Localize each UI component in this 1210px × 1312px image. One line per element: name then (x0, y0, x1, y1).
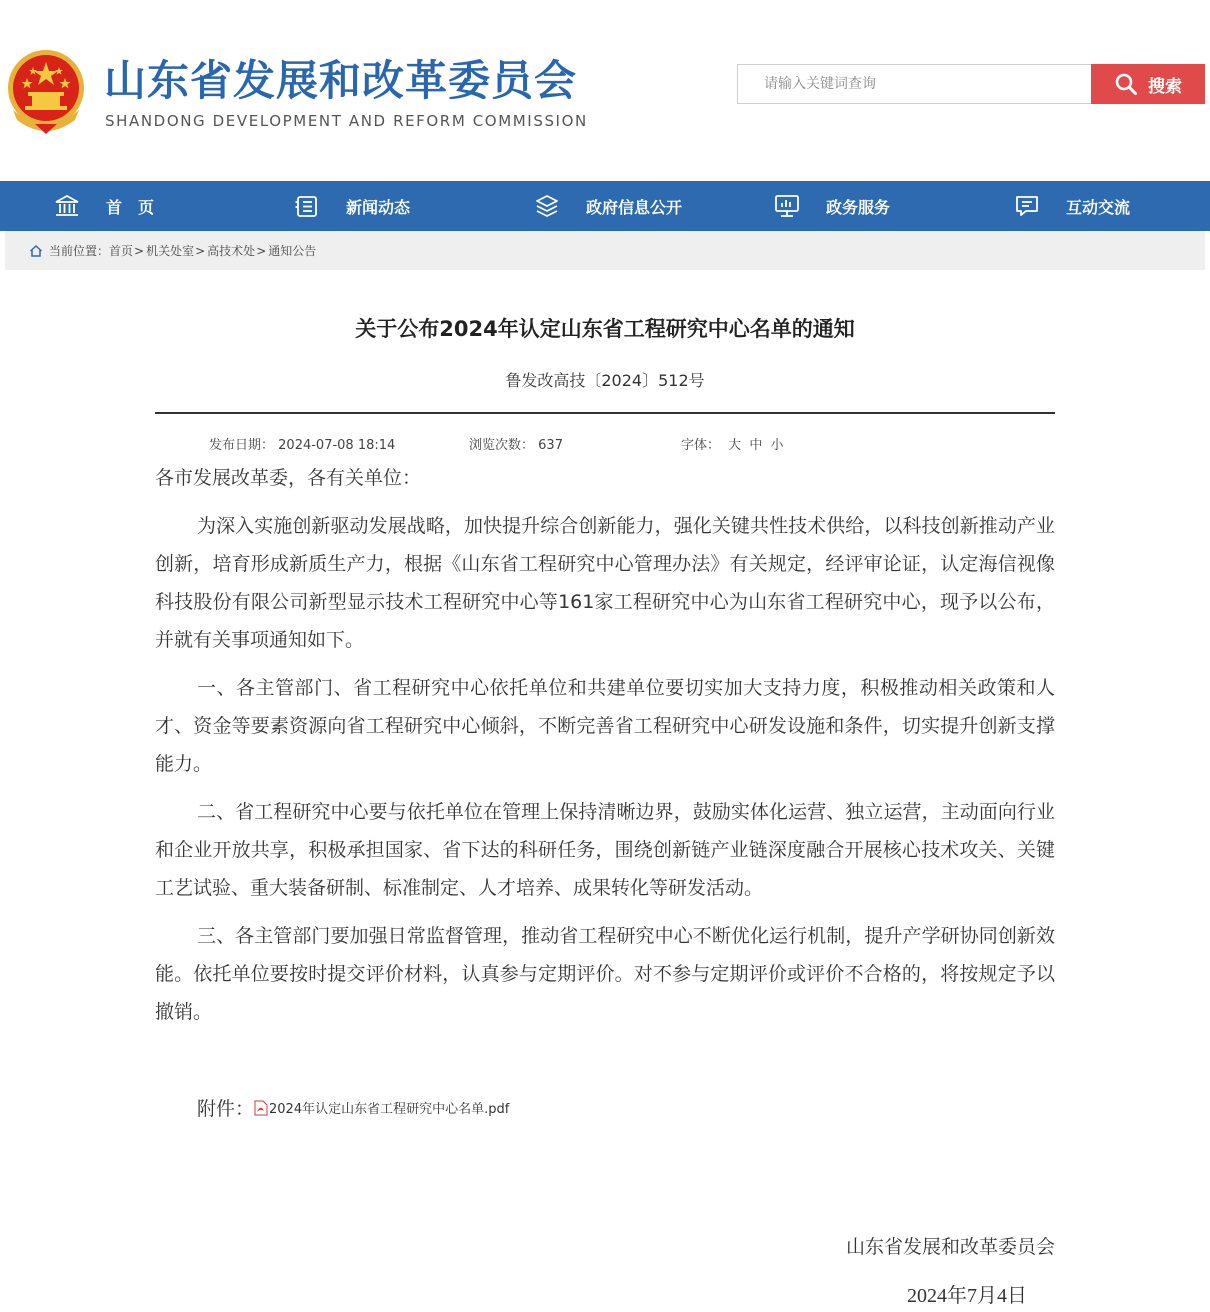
view-count-value: 637 (538, 438, 563, 453)
attachment-filename: 2024年认定山东省工程研究中心名单.pdf (269, 1102, 510, 1117)
site-subtitle: SHANDONG DEVELOPMENT AND REFORM COMMISSION (105, 112, 588, 130)
title-divider (155, 412, 1055, 414)
publish-date-value: 2024-07-08 18:14 (278, 438, 396, 453)
attachment-label: 附件： (197, 1098, 255, 1120)
site-title: 山东省发展和改革委员会 (104, 56, 578, 105)
view-count-label: 浏览次数： (469, 438, 535, 453)
home-icon (29, 244, 43, 258)
nav-label-services: 政务服务 (826, 197, 891, 217)
search-button[interactable] (1091, 64, 1205, 104)
publish-date-label: 发布日期： (209, 438, 275, 453)
breadcrumb: 当前位置： 首页 > 机关处室 > 高技术处 > 通知公告 (5, 231, 1205, 270)
publish-date-meta (209, 434, 395, 453)
breadcrumb-prefix: 当前位置： (49, 244, 110, 258)
attachment-link[interactable] (254, 1098, 509, 1117)
paragraph-item-1: 一、各主管部门、省工程研究中心依托单位和共建单位要切实加大支持力度，积极推动相关政策和人才、资金等要素资源向省工程研究中心倾斜，不断完善省工程研究中心研发设施和条件，切实提升创新支撑能力。 (155, 677, 1055, 775)
breadcrumb-link-hightech[interactable]: 高技术处 (207, 244, 256, 258)
search-input[interactable] (738, 65, 1091, 103)
home-building-icon (54, 193, 80, 219)
font-size-medium[interactable]: 中 (749, 438, 763, 453)
signature-date: 2024年7月4日 (907, 1285, 1027, 1307)
pdf-file-icon (254, 1100, 268, 1116)
search-icon (1114, 72, 1138, 96)
nav-label-news: 新闻动态 (346, 197, 411, 217)
nav-item-interaction[interactable] (1014, 181, 1130, 231)
paragraph-item-2: 二、省工程研究中心要与依托单位在管理上保持清晰边界，鼓励实体化运营、独立运营，主动面向行业和企业开放共享，积极承担国家、省下达的科研任务，围绕创新链产业链深度融合开展核心技术攻关、关键工艺试验、重大装备研制、标准制定、人才培养、成果转化等研发活动。 (155, 801, 1055, 899)
search-button-label: 搜索 (1148, 76, 1182, 97)
national-emblem-logo[interactable] (5, 48, 87, 136)
search-box (737, 64, 1091, 104)
nav-label-interaction: 互动交流 (1066, 197, 1131, 217)
attachment-row (197, 1094, 509, 1121)
font-size-label: 字体： (681, 438, 721, 453)
nav-item-gov-info[interactable] (534, 181, 682, 231)
paragraph-intro: 为深入实施创新驱动发展战略，加快提升综合创新能力，强化关键共性技术供给，以科技创新推动产业创新，培育形成新质生产力，根据《山东省工程研究中心管理办法》有关规定，经评审论证，认定海信视像科技股份有限公司新型显示技术工程研究中心等161家工程研究中心为山东省工程研究中心，现予以公布，并就有关事项通知如下。 (155, 515, 1055, 651)
site-header (0, 0, 1210, 181)
nav-label-gov-info: 政府信息公开 (586, 197, 683, 217)
nav-item-services[interactable] (774, 181, 890, 231)
view-count-meta (469, 434, 563, 453)
monitor-chart-icon (774, 193, 800, 219)
signature-org: 山东省发展和改革委员会 (845, 1236, 1055, 1258)
layers-icon (534, 193, 560, 219)
breadcrumb-link-notices[interactable]: 通知公告 (268, 244, 317, 258)
breadcrumb-link-home[interactable]: 首页 (109, 244, 134, 258)
salutation: 各市发展改革委，各有关单位： (155, 467, 422, 489)
font-size-control (681, 434, 783, 453)
font-size-large[interactable]: 大 (728, 438, 742, 453)
news-list-icon (294, 193, 320, 219)
chat-bubble-icon (1014, 193, 1040, 219)
main-nav (0, 181, 1210, 231)
article-title: 关于公布2024年认定山东省工程研究中心名单的通知 (355, 317, 855, 341)
nav-item-news[interactable] (294, 181, 410, 231)
paragraph-item-3: 三、各主管部门要加强日常监督管理，推动省工程研究中心不断优化运行机制，提升产学研协同创新效能。依托单位要按时提交评价材料，认真参与定期评价。对不参与定期评价或评价不合格的，将按规定予以撤销。 (155, 925, 1055, 1023)
document-number: 鲁发改高技〔2024〕512号 (505, 371, 705, 390)
nav-item-home[interactable] (54, 181, 154, 231)
font-size-small[interactable]: 小 (770, 438, 784, 453)
nav-label-home: 首 页 (106, 197, 155, 217)
breadcrumb-link-departments[interactable]: 机关处室 (146, 244, 195, 258)
